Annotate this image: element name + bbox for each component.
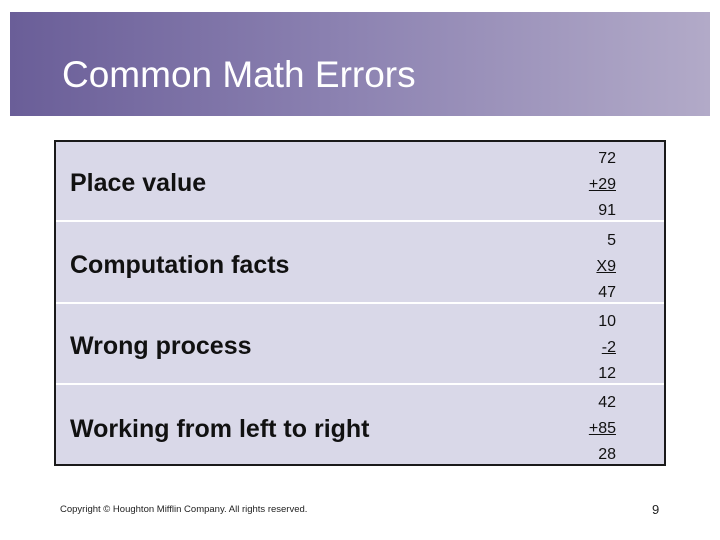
example-result: 28 bbox=[598, 446, 616, 463]
example-top-number: 5 bbox=[607, 232, 616, 249]
example-operand: -2 bbox=[601, 339, 616, 356]
example-result: 91 bbox=[598, 202, 616, 219]
table-row bbox=[56, 386, 664, 466]
example-problem bbox=[536, 390, 616, 468]
example-result: 12 bbox=[598, 365, 616, 382]
table-row bbox=[56, 305, 664, 385]
table-row bbox=[56, 224, 664, 304]
example-top-number: 72 bbox=[598, 150, 616, 167]
example-operand: X9 bbox=[596, 258, 616, 275]
error-type-label: Place value bbox=[70, 169, 207, 197]
example-problem bbox=[536, 146, 616, 224]
example-problem bbox=[536, 228, 616, 306]
slide-title: Common Math Errors bbox=[62, 54, 416, 95]
title-bar bbox=[10, 12, 710, 116]
example-result: 47 bbox=[598, 284, 616, 301]
error-type-label: Working from left to right bbox=[70, 415, 370, 443]
page-number: 9 bbox=[652, 502, 660, 517]
error-type-label: Wrong process bbox=[70, 332, 252, 360]
example-operand: +85 bbox=[588, 420, 616, 437]
example-top-number: 42 bbox=[598, 394, 616, 411]
example-operand: +29 bbox=[588, 176, 616, 193]
error-examples-table bbox=[54, 140, 666, 466]
example-problem bbox=[536, 309, 616, 387]
table-row bbox=[56, 142, 664, 222]
copyright-footer: Copyright © Houghton Mifflin Company. All rights reserved. bbox=[60, 504, 308, 515]
error-type-label: Computation facts bbox=[70, 251, 290, 279]
example-top-number: 10 bbox=[598, 313, 616, 330]
